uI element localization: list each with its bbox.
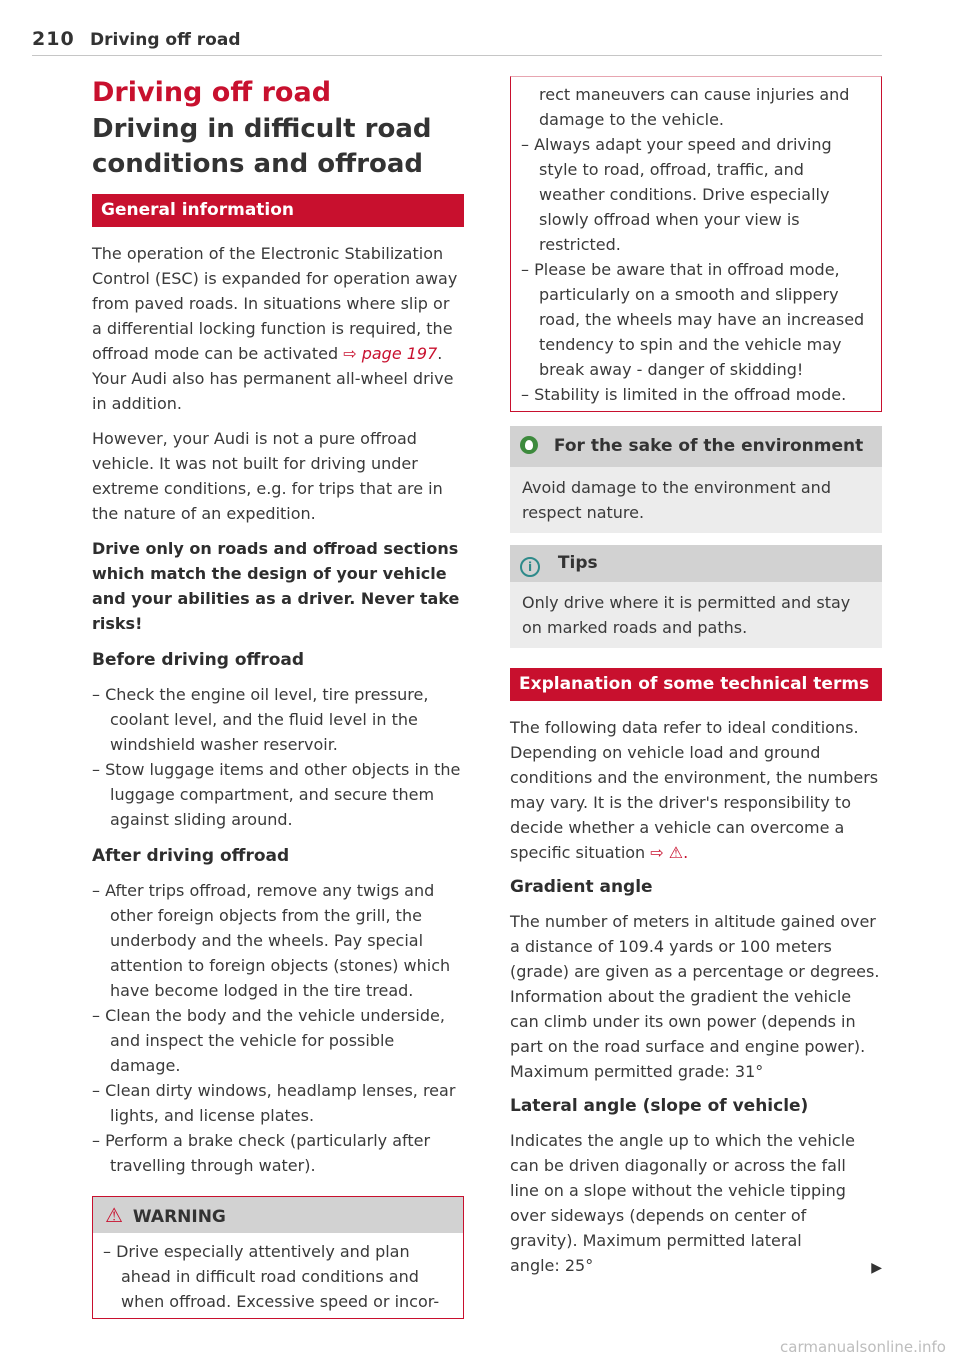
lateral-heading: Lateral angle (slope of vehicle) [510, 1096, 809, 1116]
environment-header [510, 426, 882, 467]
tips-title: Tips [557, 553, 598, 573]
tips-header [510, 545, 882, 582]
running-header [32, 28, 882, 56]
environment-text: Avoid damage to the environment and respect nature. [522, 478, 831, 522]
list-item: – Drive especially attentively and plan ahead in difficult road conditions and when offroad. Excessive speed or incor- [103, 1239, 453, 1314]
gradient-text: The number of meters in altitude gained over a distance of 109.4 yards or 100 meters (grade) are given as a percentage or degrees. Information about the gradient the vehicle can climb under its own power (depends in part on the road surface and engine power). Maximum permitted grade: 31° [510, 912, 880, 1081]
header-title: Driving off road [90, 30, 241, 50]
list-item: – Stability is limited in the offroad mode. [521, 382, 871, 407]
not-offroad-paragraph: However, your Audi is not a pure offroad vehicle. It was not built for driving under extreme conditions, e.g. for trips that are in the nature of an expedition. [92, 429, 443, 523]
chapter-title: Driving off road [92, 77, 332, 108]
list-item: – Perform a brake check (particularly after travelling through water). [92, 1128, 464, 1178]
list-item: – Please be aware that in offroad mode, particularly on a smooth and slippery road, the wheels may have an increased tendency to spin and the vehicle may break away - danger of skidding! [521, 257, 871, 382]
environment-title: For the sake of the environment [553, 436, 864, 456]
terms-bar: Explanation of some technical terms [510, 668, 882, 701]
terms-intro: The following data refer to ideal conditions. Depending on vehicle load and ground conditions and the environment, the numbers may vary. It is the driver's responsibility to decide whether a vehicle can overcome a specific situation ⇨ ⚠. [510, 718, 879, 862]
before-list [92, 682, 464, 832]
right-column [510, 76, 882, 1288]
drive-notice: Drive only on roads and offroad sections which match the design of your vehicle and your abilities as a driver. Never take risks! [92, 539, 460, 633]
warning-cont-text: rect maneuvers can cause injuries and damage to the vehicle. [539, 85, 850, 129]
after-heading: After driving offroad [92, 846, 290, 866]
warning-box [92, 1196, 464, 1319]
warning-reference-link[interactable]: ⇨ ⚠. [650, 843, 689, 862]
list-item: – Clean dirty windows, headlamp lenses, rear lights, and license plates. [92, 1078, 464, 1128]
tips-box [510, 545, 882, 648]
warning-body [93, 1233, 463, 1318]
page-reference-link[interactable]: ⇨ page 197 [343, 344, 438, 363]
tips-text: Only drive where it is permitted and stay on marked roads and paths. [522, 593, 851, 637]
left-column [92, 76, 464, 1319]
lateral-text: Indicates the angle up to which the vehicle can be driven diagonally or across the fall line on a slope without the vehicle tipping over sideways (depends on center of gravity). Maximum permitted lateral angle: 25° [510, 1131, 855, 1275]
warning-triangle-icon: ⚠ [105, 1203, 123, 1227]
list-item: – Stow luggage items and other objects in the luggage compartment, and secure them against sliding around. [92, 757, 464, 832]
list-item: – Check the engine oil level, tire pressure, coolant level, and the fluid level in the windshield washer reservoir. [92, 682, 464, 757]
intro-paragraph: The operation of the Electronic Stabilization Control (ESC) is expanded for operation away from paved roads. In situations where slip or a differential locking function is required, the offroad mode can be activated ⇨ page 197. Your Audi also has permanent all-wheel drive in addition. [92, 244, 458, 413]
list-item: – Always adapt your speed and driving style to road, offroad, traffic, and weather conditions. Drive especially slowly offroad when your view is restricted. [521, 132, 871, 257]
list-item: – Clean the body and the vehicle underside, and inspect the vehicle for possible damage. [92, 1003, 464, 1078]
info-icon: i [520, 557, 540, 577]
after-list [92, 878, 464, 1178]
section-title: Driving in difficult road conditions and offroad [92, 114, 432, 179]
page-number: 210 [32, 28, 75, 50]
list-item: – After trips offroad, remove any twigs and other foreign objects from the grill, the underbody and the wheels. Pay special attention to foreign objects (stones) which have become lodged in the tire tread. [92, 878, 464, 1003]
watermark: carmanualsonline.info [780, 1338, 946, 1356]
warning-continuation [510, 76, 882, 412]
environment-box [510, 426, 882, 533]
continue-arrow-icon: ▶ [871, 1260, 882, 1276]
gradient-heading: Gradient angle [510, 877, 653, 897]
warning-title: WARNING [132, 1207, 226, 1227]
before-heading: Before driving offroad [92, 650, 305, 670]
leaf-icon [520, 436, 538, 454]
warning-header [93, 1197, 463, 1233]
general-info-bar: General information [92, 194, 464, 227]
